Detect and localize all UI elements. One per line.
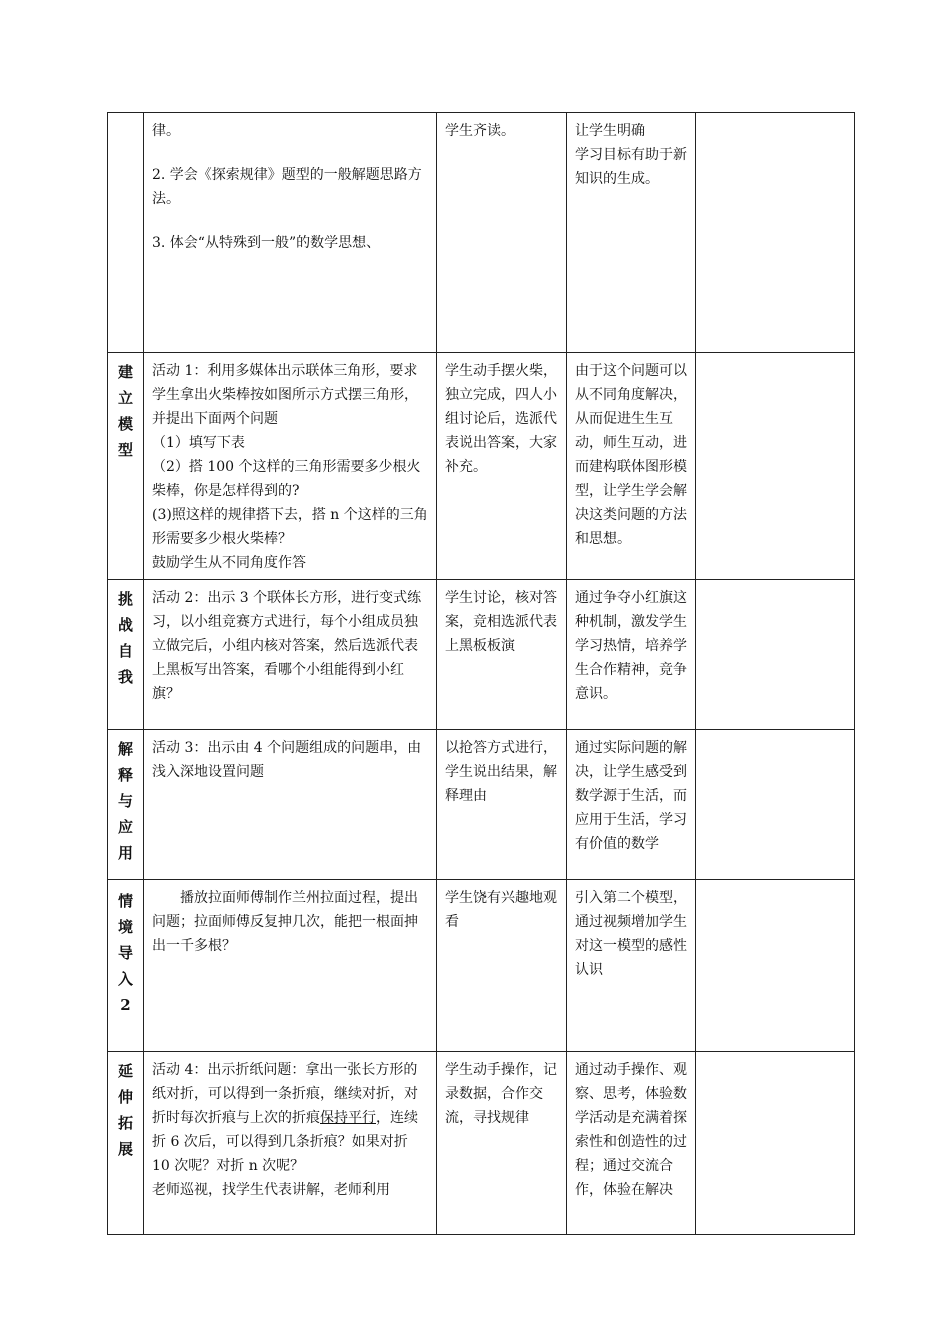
notes-cell: [696, 1052, 855, 1235]
stage-cell: [108, 113, 144, 353]
underlined-text: 保持平行: [320, 1110, 376, 1126]
student-activity-cell: 学生讨论，核对答案，竞相选派代表上黑板板演: [437, 580, 567, 730]
design-intent-cell: [567, 113, 696, 353]
student-activity-cell: 学生动手操作，记录数据，合作交流，寻找规律: [437, 1052, 567, 1235]
text-line: 让学生明确: [575, 123, 645, 139]
teacher-activity-cell: [144, 1052, 437, 1235]
text-line: 鼓励学生从不同角度作答: [152, 555, 306, 571]
text-line: 播放拉面师傅制作兰州拉面过程，提出问题；拉面师傅反复抻几次，能把一根面抻出一千多根？: [152, 890, 418, 954]
notes-cell: [696, 730, 855, 880]
notes-cell: [696, 353, 855, 580]
stage-cell: [108, 730, 144, 880]
design-intent-cell: 由于这个问题可以从不同角度解决，从而促进生生互动，师生互动，进而建构联体图形模型，让学生学会解决这类问题的方法和思想。: [567, 353, 696, 580]
text-line: 律。: [152, 123, 180, 139]
teacher-activity-cell: [144, 353, 437, 580]
stage-label: 解释与应用: [117, 740, 133, 862]
stage-label: 情境导入2: [117, 892, 133, 1014]
student-activity-cell: 学生齐读。: [437, 113, 567, 353]
teacher-activity-cell: 活动 3：出示由 4 个问题组成的问题串，由浅入深地设置问题: [144, 730, 437, 880]
design-intent-cell: 引入第二个模型，通过视频增加学生对这一模型的感性认识: [567, 880, 696, 1052]
design-intent-cell: 通过争夺小红旗这种机制，激发学生学习热情，培养学生合作精神，竞争意识。: [567, 580, 696, 730]
student-activity-cell: 以抢答方式进行，学生说出结果，解释理由: [437, 730, 567, 880]
text-line: 学习目标有助于新知识的生成。: [575, 147, 687, 187]
table-row: [108, 1052, 855, 1235]
stage-label: 挑战自我: [117, 590, 133, 686]
table-row: [108, 730, 855, 880]
text-line: 3. 体会“从特殊到一般”的数学思想、: [152, 235, 381, 251]
design-intent-cell: 通过实际问题的解决，让学生感受到数学源于生活，而应用于生活，学习有价值的数学: [567, 730, 696, 880]
notes-cell: [696, 113, 855, 353]
design-intent-cell: 通过动手操作、观察、思考，体验数学活动是充满着探索性和创造性的过程；通过交流合作，体验在解决: [567, 1052, 696, 1235]
table-row: [108, 580, 855, 730]
text-segment: 活动 4：出示折纸问题：拿出一张长方形的纸对折，可以得到一条折痕，继续对折，对折时每次折痕与上次的折痕: [152, 1062, 418, 1126]
text-line: 2. 学会《探索规律》题型的一般解题思路方法。: [152, 167, 422, 207]
stage-cell: [108, 1052, 144, 1235]
teacher-activity-cell: [144, 113, 437, 353]
notes-cell: [696, 580, 855, 730]
text-segment: ，连续折 6 次后，可以得到几条折痕？如果对折 10 次呢？对折 n 次呢？: [152, 1110, 418, 1174]
text-line: （2）搭 100 个这样的三角形需要多少根火柴棒，你是怎样得到的?: [152, 459, 421, 499]
lesson-plan-table: [107, 112, 855, 1235]
table-row: [108, 113, 855, 353]
stage-label: 建立模型: [117, 363, 133, 459]
stage-label: 延伸拓展: [117, 1062, 133, 1158]
text-line: （1）填写下表: [152, 435, 245, 451]
teacher-activity-cell: 活动 2：出示 3 个联体长方形，进行变式练习，以小组竞赛方式进行，每个小组成员独立做完后，小组内核对答案，然后选派代表上黑板写出答案，看哪个小组能得到小红旗？: [144, 580, 437, 730]
notes-cell: [696, 880, 855, 1052]
table-row: [108, 880, 855, 1052]
stage-cell: [108, 880, 144, 1052]
student-activity-cell: 学生饶有兴趣地观看: [437, 880, 567, 1052]
table-row: [108, 353, 855, 580]
text-line: 老师巡视，找学生代表讲解，老师利用: [152, 1182, 390, 1198]
student-activity-cell: 学生动手摆火柴，独立完成，四人小组讨论后，选派代表说出答案，大家补充。: [437, 353, 567, 580]
teacher-activity-cell: [144, 880, 437, 1052]
stage-cell: [108, 353, 144, 580]
text-line: (3)照这样的规律搭下去，搭 n 个这样的三角形需要多少根火柴棒？: [152, 507, 428, 547]
text-line: 活动 1：利用多媒体出示联体三角形，要求学生拿出火柴棒按如图所示方式摆三角形，并提出下面两个问题: [152, 363, 418, 427]
stage-cell: [108, 580, 144, 730]
